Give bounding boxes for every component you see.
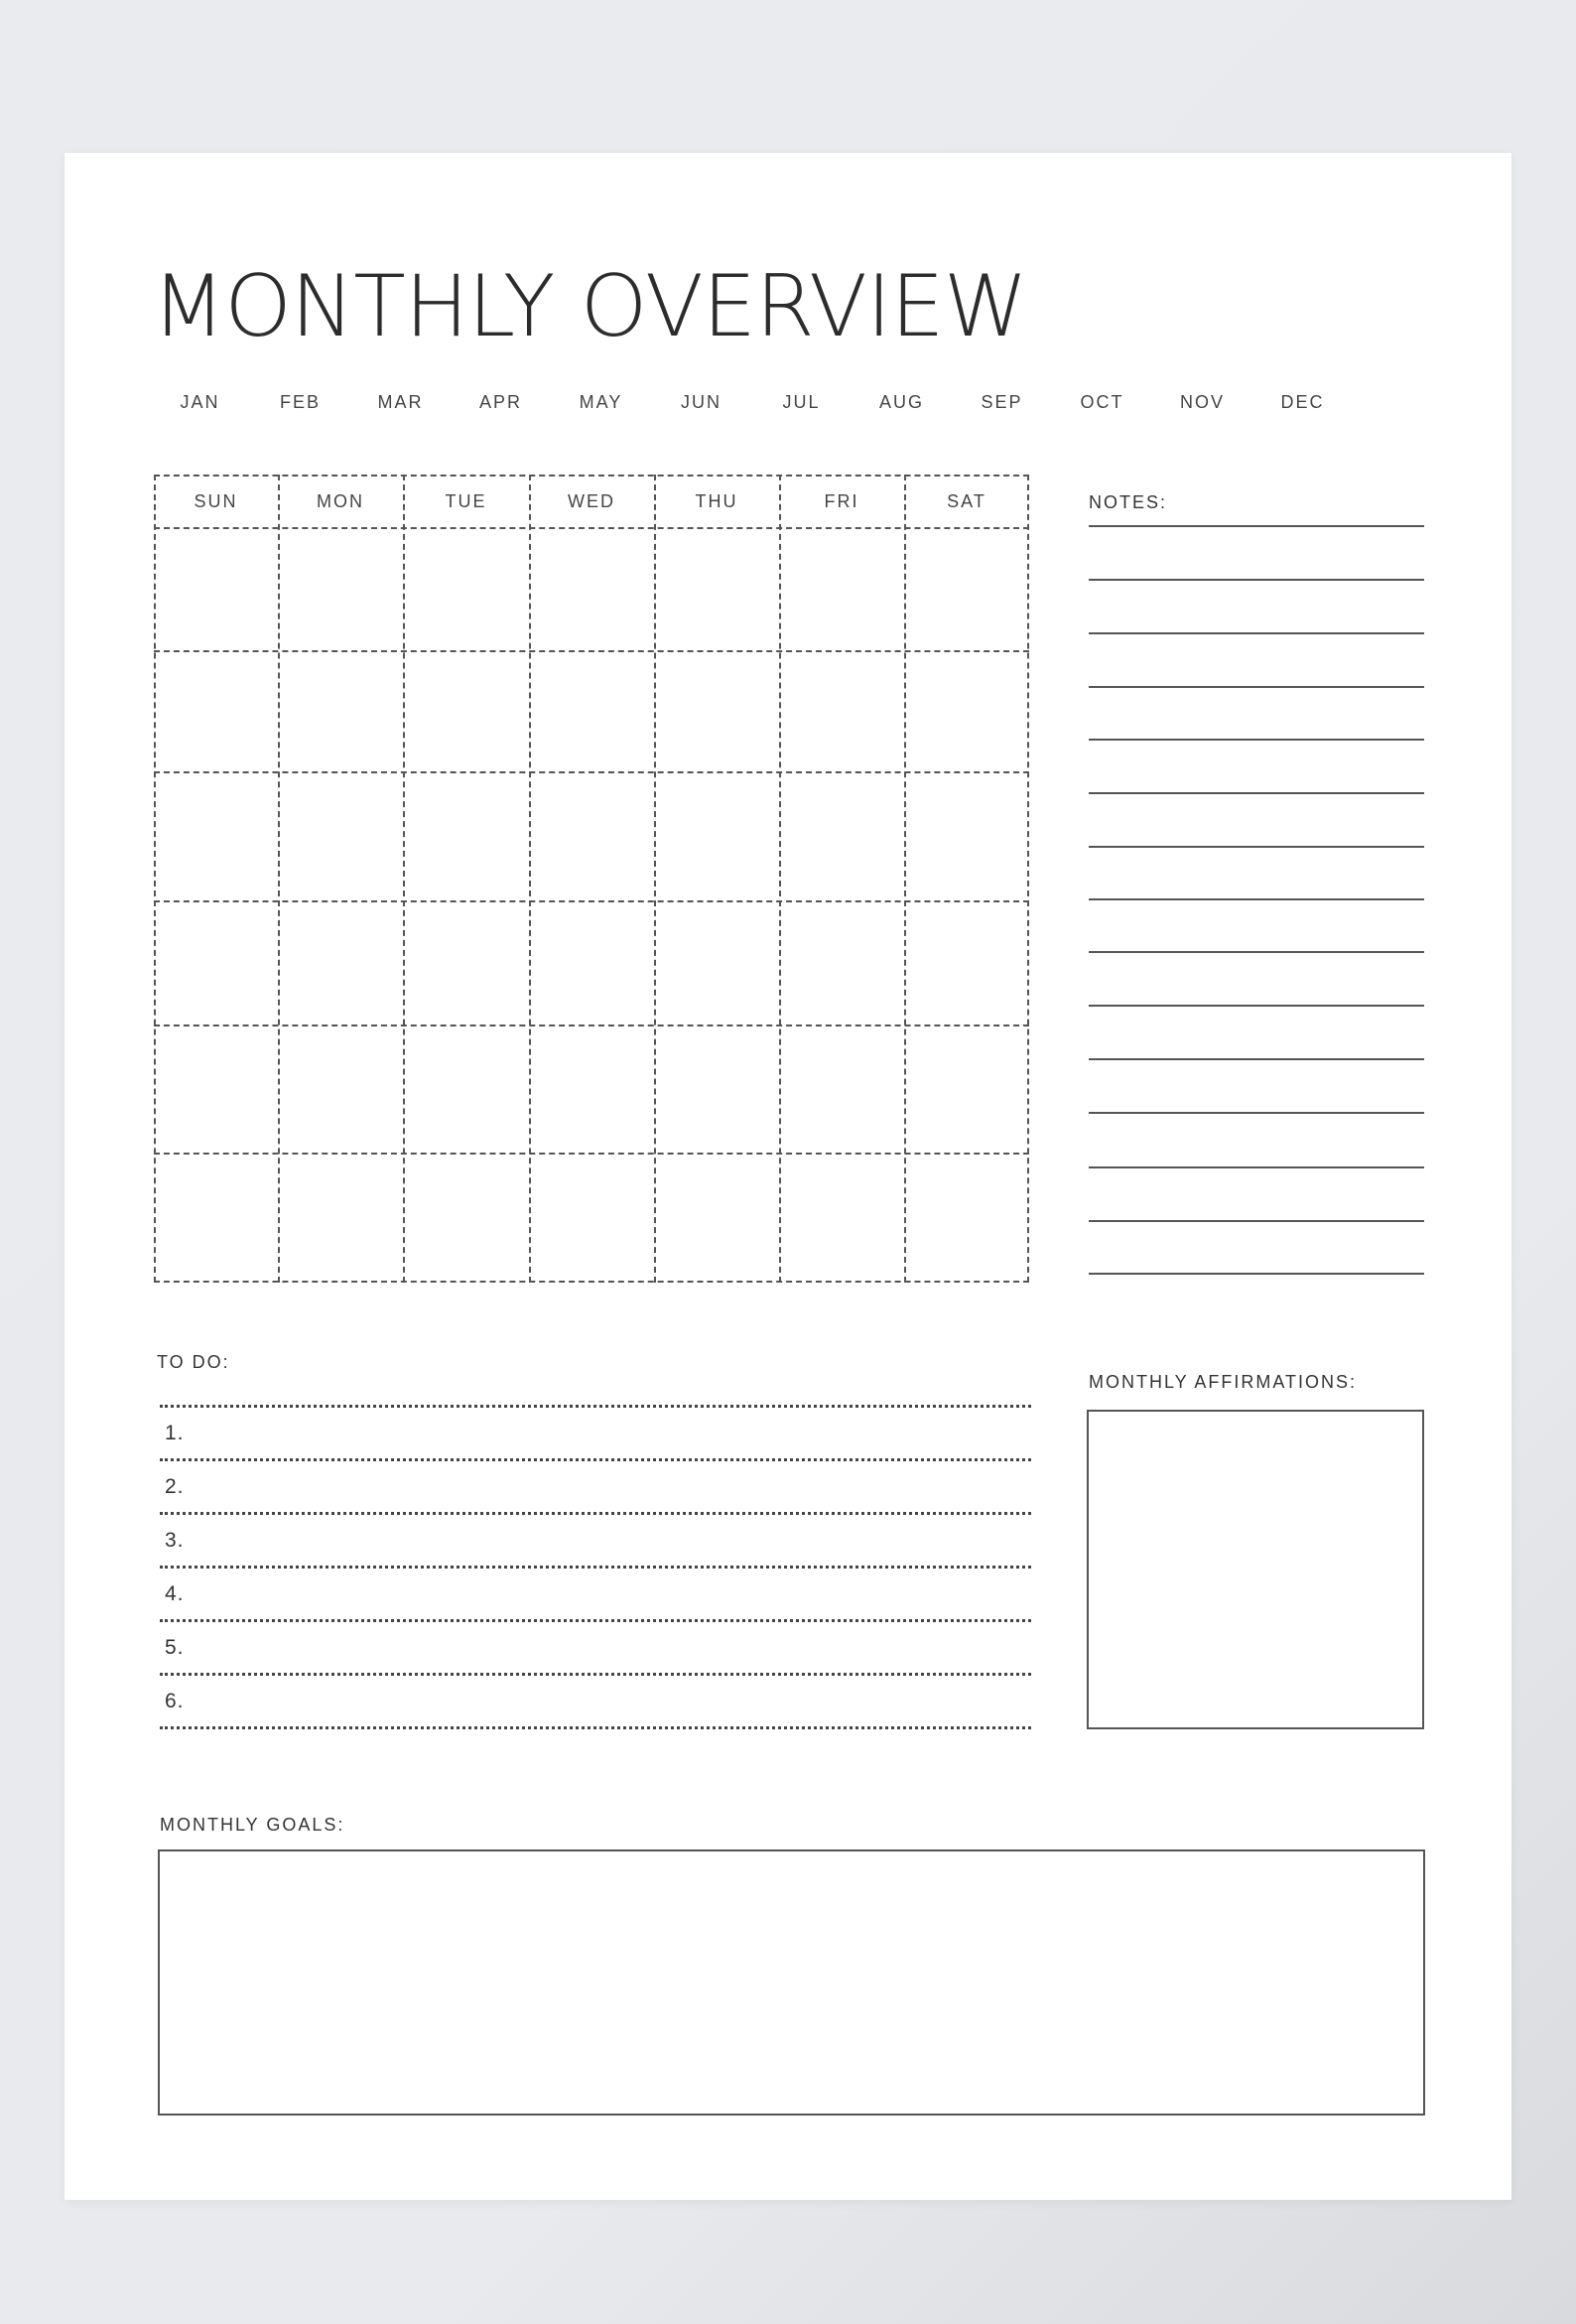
- todo-item-number: 1.: [165, 1422, 185, 1444]
- day-header-fri: FRI: [824, 491, 859, 511]
- notes-label: NOTES:: [1089, 492, 1168, 512]
- month-dec[interactable]: DEC: [1280, 392, 1325, 412]
- calendar-col-divider: [779, 475, 781, 1283]
- calendar-row-divider: [154, 650, 1029, 652]
- calendar-col-divider: [654, 475, 656, 1283]
- calendar-border-bottom: [154, 1281, 1029, 1283]
- calendar-border-left: [154, 475, 156, 1283]
- month-oct[interactable]: OCT: [1080, 392, 1124, 412]
- calendar-border-right: [1027, 475, 1029, 1283]
- month-aug[interactable]: AUG: [878, 392, 924, 412]
- month-jul[interactable]: JUL: [782, 392, 821, 412]
- calendar-col-divider: [529, 475, 531, 1283]
- notes-line[interactable]: [1089, 686, 1424, 688]
- notes-line[interactable]: [1089, 739, 1424, 741]
- todo-line[interactable]: [160, 1566, 1031, 1569]
- month-mar[interactable]: MAR: [377, 392, 424, 412]
- day-header-sat: SAT: [947, 491, 986, 511]
- notes-line[interactable]: [1089, 898, 1424, 900]
- notes-line[interactable]: [1089, 1058, 1424, 1060]
- calendar-header-divider: [154, 527, 1029, 529]
- notes-line[interactable]: [1089, 525, 1424, 527]
- todo-line[interactable]: [160, 1512, 1031, 1515]
- day-header-mon: MON: [317, 491, 364, 511]
- notes-line[interactable]: [1089, 1220, 1424, 1222]
- month-apr[interactable]: APR: [478, 392, 522, 412]
- day-header-wed: WED: [568, 491, 615, 511]
- month-may[interactable]: MAY: [579, 392, 623, 412]
- planner-sheet: [65, 153, 1511, 2200]
- todo-line[interactable]: [160, 1726, 1031, 1729]
- todo-item-number: 4.: [165, 1582, 185, 1605]
- day-header-sun: SUN: [194, 491, 238, 511]
- goals-box[interactable]: [158, 1849, 1425, 2116]
- calendar-row-divider: [154, 1025, 1029, 1026]
- goals-label: MONTHLY GOALS:: [160, 1815, 345, 1835]
- calendar-row-divider: [154, 771, 1029, 773]
- todo-item-number: 5.: [165, 1636, 185, 1659]
- calendar-row-divider: [154, 900, 1029, 902]
- notes-line[interactable]: [1089, 792, 1424, 794]
- page-title: MONTHLY OVERVIEW: [152, 257, 1027, 356]
- affirmations-label: MONTHLY AFFIRMATIONS:: [1089, 1372, 1358, 1392]
- notes-line[interactable]: [1089, 632, 1424, 634]
- calendar-row-divider: [154, 1153, 1029, 1155]
- month-selector: [150, 392, 1353, 413]
- affirmations-box[interactable]: [1087, 1410, 1424, 1729]
- todo-label: TO DO:: [157, 1352, 230, 1372]
- month-jan[interactable]: JAN: [180, 392, 220, 412]
- calendar-grid: [154, 475, 1029, 1283]
- notes-line[interactable]: [1089, 1005, 1424, 1007]
- notes-line[interactable]: [1089, 846, 1424, 848]
- todo-item-number: 3.: [165, 1529, 185, 1552]
- notes-line[interactable]: [1089, 1166, 1424, 1168]
- day-header-tue: TUE: [445, 491, 487, 511]
- month-feb[interactable]: FEB: [279, 392, 321, 412]
- notes-line[interactable]: [1089, 951, 1424, 953]
- todo-line[interactable]: [160, 1619, 1031, 1622]
- calendar-col-divider: [904, 475, 906, 1283]
- todo-line: [160, 1405, 1031, 1408]
- todo-item-number: 2.: [165, 1475, 185, 1498]
- todo-line[interactable]: [160, 1673, 1031, 1676]
- day-header-thu: THU: [695, 491, 738, 511]
- calendar-col-divider: [278, 475, 280, 1283]
- notes-line[interactable]: [1089, 579, 1424, 581]
- notes-line[interactable]: [1089, 1273, 1424, 1275]
- notes-line[interactable]: [1089, 1112, 1424, 1114]
- month-jun[interactable]: JUN: [681, 392, 722, 412]
- month-nov[interactable]: NOV: [1179, 392, 1225, 412]
- todo-line[interactable]: [160, 1458, 1031, 1461]
- todo-item-number: 6.: [165, 1690, 185, 1712]
- calendar-col-divider: [403, 475, 405, 1283]
- month-sep[interactable]: SEP: [981, 392, 1023, 412]
- calendar-border-top: [154, 475, 1029, 477]
